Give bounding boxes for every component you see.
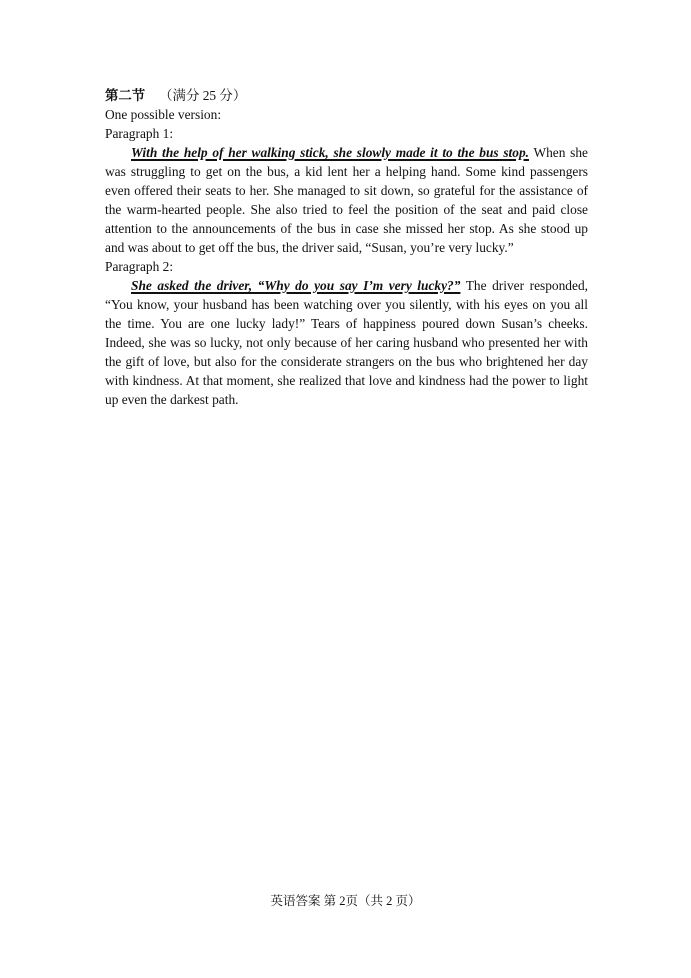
paragraph-1-body: When she was struggling to get on the bus, a kid lent her a helping hand. Some kind passengers even offered their seats to her. She managed to sit down, so grateful for the assistance of the warm-hearted people. She also tried to feel the position of the seat and paid close attention to the announcements of the bus in case she missed her stop. As she stood up and was about to get off the bus, the driver said, “Susan, you’re very lucky.” xyxy=(105,145,588,255)
paragraph-2-label: Paragraph 2: xyxy=(105,259,174,274)
paragraph-1-label: Paragraph 1: xyxy=(105,126,174,141)
paragraph-1 xyxy=(105,143,588,257)
section-heading xyxy=(105,86,588,105)
intro-line: One possible version: xyxy=(105,107,222,122)
section-score: （满分 25 分） xyxy=(159,88,247,103)
paragraph-1-lead-sentence: With the help of her walking stick, she slowly made it to the bus stop. xyxy=(131,145,529,160)
paragraph-2-body: The driver responded, “You know, your husband has been watching over you silently, with his eyes on you all the time. You are one lucky lady!” Tears of happiness poured down Susan’s cheeks. Indeed, she was so lucky, not only because of her caring husband who presented her with the gift of love, but also for the considerate strangers on the bus who brightened her day with kindness. At that moment, she realized that love and kindness had the power to light up even the darkest path. xyxy=(105,278,588,407)
answer-content xyxy=(105,86,588,409)
page-footer: 英语答案 第 2页（共 2 页） xyxy=(270,894,421,908)
section-title: 第二节 xyxy=(105,88,146,103)
paragraph-2-lead-sentence: She asked the driver, “Why do you say I’m very lucky?” xyxy=(131,278,461,293)
paragraph-2 xyxy=(105,276,588,409)
